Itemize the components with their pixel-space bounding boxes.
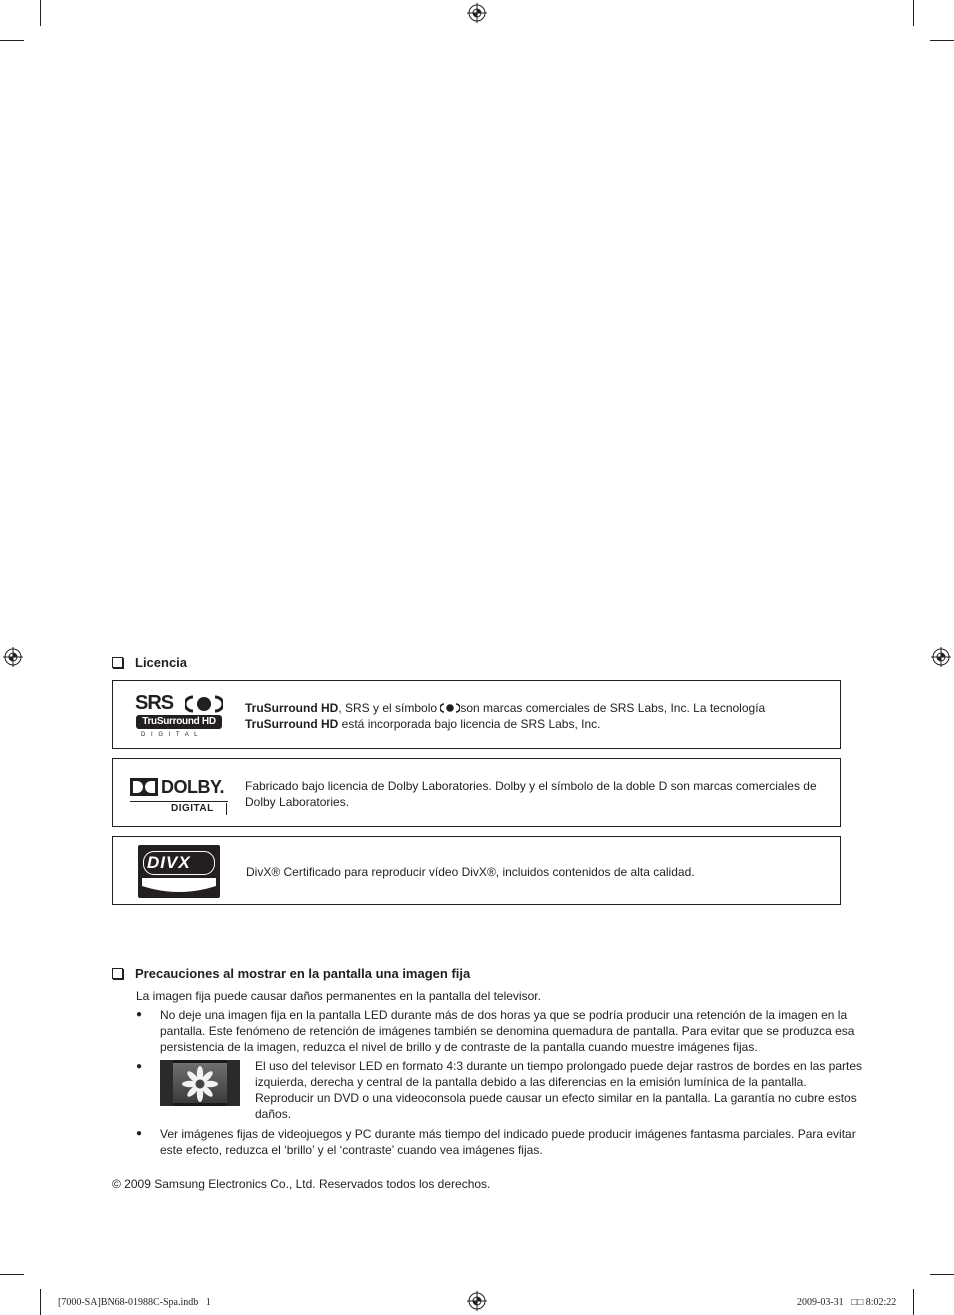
precautions-heading: Precauciones al mostrar en la pantalla una imagen fija — [112, 966, 470, 981]
registration-mark-icon — [3, 647, 23, 667]
footer-file-name: [7000-SA]BN68-01988C-Spa.indb 1 — [58, 1297, 211, 1308]
precautions-intro: La imagen fija puede causar daños permanentes en la pantalla del televisor. — [136, 989, 541, 1003]
srs-licence-text: TruSurround HD, SRS y el símbolo son marcas comerciales de SRS Labs, Inc. La tecnología TruSurround HD está incorporada bajo licencia de SRS Labs, Inc. — [245, 701, 766, 731]
bullet-icon: ● — [136, 1061, 143, 1072]
footer-datetime: 2009-03-31 □□ 8:02:22 — [797, 1297, 897, 1308]
copyright-notice: © 2009 Samsung Electronics Co., Ltd. Reservados todos los derechos. — [112, 1177, 491, 1191]
registration-mark-icon — [467, 3, 487, 23]
crop-mark — [40, 0, 41, 26]
srs-licence-box — [112, 680, 841, 749]
crop-mark — [930, 1274, 954, 1275]
precaution-bullet-3: Ver imágenes fijas de videojuegos y PC durante más tiempo del indicado puede producir imágenes fantasma parciales. Para evitar este efecto, reduzca el ‘brillo’ y el ‘contraste’ cuando vea imágenes fijas. — [160, 1127, 856, 1157]
dolby-double-d-icon — [130, 778, 158, 796]
flower-icon — [173, 1063, 227, 1103]
dolby-licence-text: Fabricado bajo licencia de Dolby Laboratories. Dolby y el símbolo de la doble D son marcas comerciales de Dolby Laboratories. — [245, 779, 817, 809]
precaution-bullet-1: No deje una imagen fija en la pantalla LED durante más de dos horas ya que se podría producir una retención de la imagen en la pantalla. Este fenómeno de retención de imágenes también se denomina quemadura de pantalla. Para evitar que se produzca esa persistencia de la imagen, reduzca el nivel de brillo y de contraste de la pantalla cuando muestre imágenes fijas. — [160, 1008, 855, 1054]
srs-circle-symbol-icon — [185, 695, 223, 713]
bullet-icon: ● — [136, 1128, 143, 1139]
dolby-licence-box — [112, 758, 841, 827]
crop-mark — [40, 1289, 41, 1315]
crop-mark — [0, 40, 24, 41]
bullet-icon: ● — [136, 1009, 143, 1020]
checkbox-square-icon — [112, 657, 123, 668]
tv-still-image — [160, 1060, 240, 1106]
divx-licence-text: DivX® Certificado para reproducir vídeo DivX®, incluidos contenidos de alta calidad. — [246, 865, 695, 879]
crop-mark — [930, 40, 954, 41]
divx-licence-box — [112, 836, 841, 905]
precaution-bullet-2: El uso del televisor LED en formato 4:3 durante un tiempo prolongado puede dejar rastros de bordes en las partes izquierda, derecha y central de la pantalla debido a las diferencias en la emisión lumínica de la pantalla. Reproducir un DVD o una videoconsola puede causar un efecto similar en la pantalla. La garantía no cubre estos daños. — [255, 1059, 863, 1121]
checkbox-square-icon — [112, 968, 123, 979]
divx-logo: DIVX — [138, 845, 220, 898]
registration-mark-icon — [467, 1291, 487, 1311]
registration-mark-icon — [931, 647, 951, 667]
crop-mark — [913, 0, 914, 26]
licence-heading: Licencia — [112, 655, 187, 670]
crop-mark — [0, 1274, 24, 1275]
crop-mark — [913, 1289, 914, 1315]
srs-logo: SRS TruSurround HD D I G I T A L — [135, 693, 223, 739]
dolby-logo: DOLBY. DIGITAL — [130, 777, 230, 813]
srs-circle-symbol-icon — [440, 703, 460, 713]
